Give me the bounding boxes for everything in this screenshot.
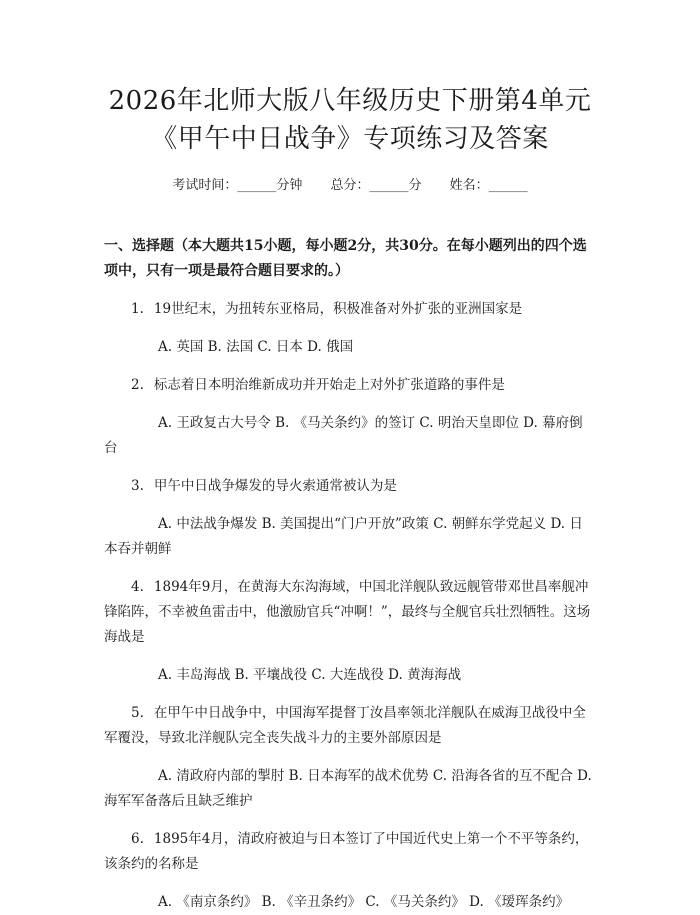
question-number: 4.	[131, 579, 144, 595]
question-text: 标志着日本明治维新成功并开始走上对外扩张道路的事件是	[153, 377, 505, 393]
question-number: 5.	[131, 705, 144, 721]
question-2	[104, 373, 596, 461]
question-stem	[104, 474, 596, 499]
question-text: 19世纪末，为扭转东亚格局，积极准备对外扩张的亚洲国家是	[153, 301, 523, 317]
question-stem	[104, 373, 596, 398]
question-6	[104, 827, 596, 915]
section-heading: 一、选择题（本大题共15小题，每小题2分，共30分。在每小题列出的四个选项中，只有一项是最符合题目要求的。）	[104, 238, 587, 279]
question-number: 1.	[131, 301, 144, 317]
exam-time-field: 考试时间：______分钟	[172, 178, 303, 193]
total-score-field: 总分：______分	[330, 178, 422, 193]
question-stem	[104, 297, 596, 322]
question-options: A. 清政府内部的掣肘 B. 日本海军的战术优势 C. 沿海各省的互不配合 D. 海军军备落后且缺乏维护	[104, 768, 592, 809]
student-name-field: 姓名：______	[449, 178, 528, 193]
title-line-1: 2026年北师大版八年级历史下册第4单元	[108, 86, 592, 116]
question-3	[104, 474, 596, 562]
question-text: 1894年9月，在黄海大东沟海域，中国北洋舰队致远舰管带邓世昌率舰冲锋陷阵，不幸被鱼雷击中，他激励官兵“冲啊！”，最终与全舰官兵壮烈牺牲。这场海战是	[104, 579, 591, 645]
question-number: 3.	[131, 478, 144, 494]
question-options: A. 英国 B. 法国 C. 日本 D. 俄国	[158, 339, 354, 355]
question-stem	[104, 701, 596, 751]
question-options: A. 丰岛海战 B. 平壤战役 C. 大连战役 D. 黄海海战	[158, 667, 462, 683]
question-number: 2.	[131, 377, 144, 393]
title-line-2: 《甲午中日战争》专项练习及答案	[151, 124, 549, 154]
question-stem	[104, 575, 596, 650]
question-4	[104, 575, 596, 688]
question-stem	[104, 827, 596, 877]
question-options: A. 中法战争爆发 B. 美国提出“门户开放”政策 C. 朝鲜东学党起义 D. 日本吞并朝鲜	[104, 516, 583, 557]
question-number: 6.	[131, 831, 144, 847]
exam-info-line	[104, 176, 596, 196]
question-text: 在甲午中日战争中，中国海军提督丁汝昌率领北洋舰队在威海卫战役中全军覆没，导致北洋舰队完全丧失战斗力的主要外部原因是	[104, 705, 586, 746]
document-title	[104, 0, 596, 158]
question-1	[104, 297, 596, 360]
question-options: A. 王政复古大号令 B. 《马关条约》的签订 C. 明治天皇即位 D. 幕府倒台	[104, 415, 583, 456]
question-5	[104, 701, 596, 814]
question-options: A. 《南京条约》 B. 《辛丑条约》 C. 《马关条约》 D. 《瑷珲条约》	[158, 894, 570, 910]
question-text: 1895年4月，清政府被迫与日本签订了中国近代史上第一个不平等条约，该条约的名称是	[104, 831, 589, 872]
question-text: 甲午中日战争爆发的导火索通常被认为是	[153, 478, 397, 494]
